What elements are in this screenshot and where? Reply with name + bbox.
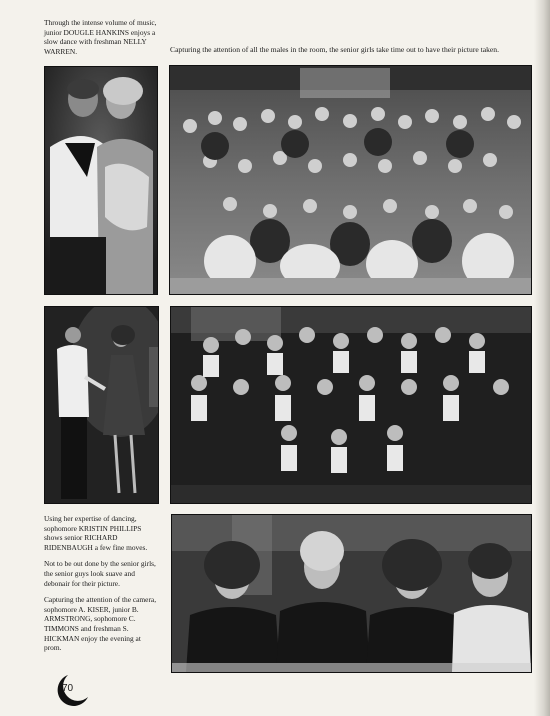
- caption-slow-dance: [44, 18, 164, 63]
- photo-dancing-couple: [44, 306, 159, 504]
- caption-camera-text: Capturing the attention of the camera, sophomore A. KISER, junior B. ARMSTRONG, sophomore C. TIMMONS and freshman S. HICKMAN enjoy the evening at prom.: [44, 595, 157, 653]
- photo-slow-dance-couple-image: [45, 67, 157, 294]
- page-binding-shadow: [534, 0, 550, 716]
- photo-senior-girls-group-image: [170, 66, 531, 294]
- photo-senior-guys-group: [170, 306, 532, 504]
- photo-four-girls: [171, 514, 532, 673]
- photo-senior-girls-group: [169, 65, 532, 295]
- caption-senior-guys-text: Not to be out done by the senior girls, the senior guys look suave and debonair for their picture.: [44, 559, 156, 588]
- caption-lower-left: [44, 514, 160, 660]
- page-number: 70: [62, 683, 74, 694]
- photo-four-girls-image: [172, 515, 531, 672]
- caption-dancing-text: Using her expertise of dancing, sophomore KRISTIN PHILLIPS shows senior RICHARD RIDENBAUGH a few fine moves.: [44, 514, 148, 552]
- page-folio: [48, 673, 90, 707]
- caption-senior-girls: [170, 45, 535, 62]
- caption-senior-girls-text: Capturing the attention of all the males in the room, the senior girls take time out to have their picture taken.: [170, 45, 499, 54]
- photo-slow-dance-couple: [44, 66, 158, 295]
- caption-slow-dance-text: Through the intense volume of music, junior DOUGLE HANKINS enjoys a slow dance with freshman NELLY WARREN.: [44, 18, 157, 56]
- photo-senior-guys-group-image: [171, 307, 531, 503]
- photo-dancing-couple-image: [45, 307, 158, 503]
